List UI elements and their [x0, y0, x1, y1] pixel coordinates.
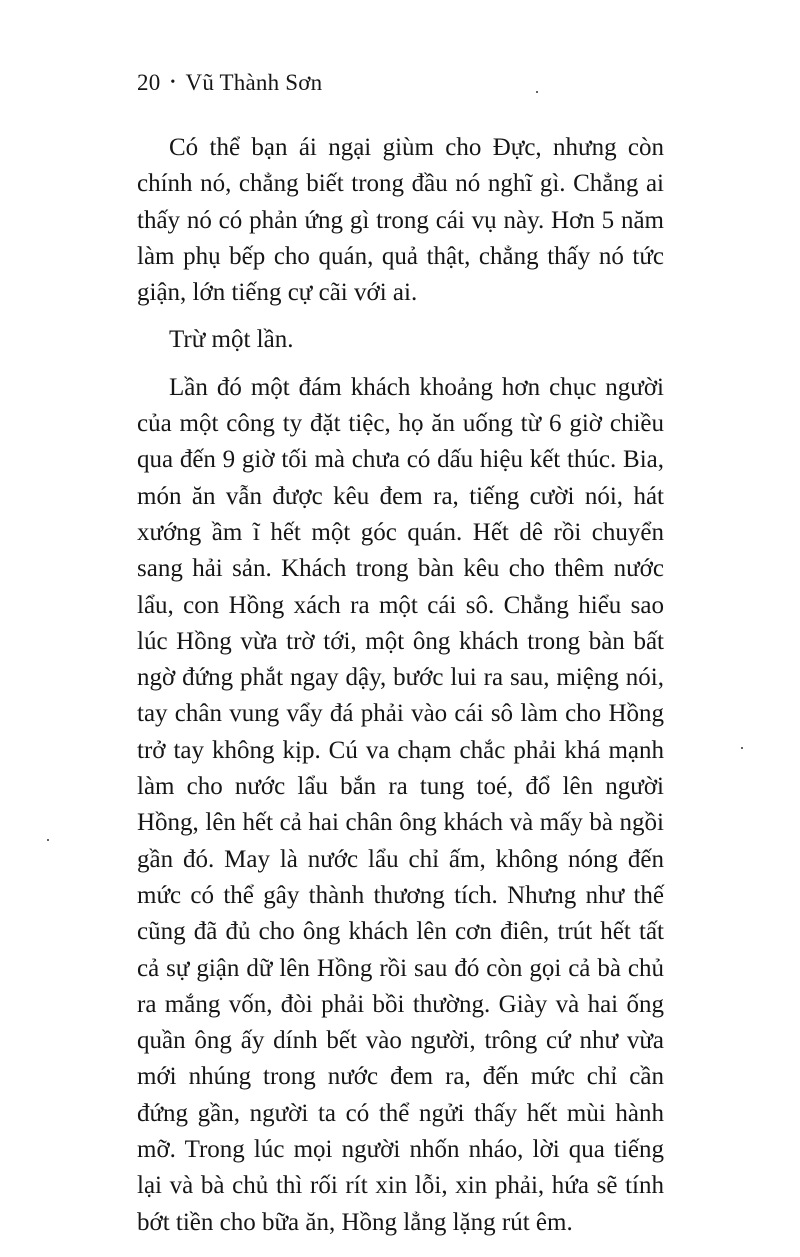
body-text: [137, 130, 664, 1252]
header-separator: •: [170, 75, 176, 90]
paragraph: Trừ một lần.: [169, 326, 294, 354]
print-speck: [741, 747, 743, 749]
print-speck: [536, 91, 538, 93]
running-header: [137, 70, 322, 96]
print-speck: [47, 839, 49, 841]
author-name: Vũ Thành Sơn: [185, 70, 323, 95]
page-number: 20: [137, 70, 161, 95]
paragraph: Lần đó một đám khách khoảng hơn chục người của một công ty đặt tiệc, họ ăn uống từ 6 giờ chiều qua đến 9 giờ tối mà chưa có dấu hiệu kết thúc. Bia, món ăn vẫn được kêu đem ra, tiếng cười nói, hát xướng ầm ĩ hết một góc quán. Hết dê rồi chuyển sang hải sản. Khách trong bàn kêu cho thêm nước lẩu, con Hồng xách ra một cái sô. Chẳng hiểu sao lúc Hồng vừa trờ tới, một ông khách trong bàn bất ngờ đứng phắt ngay dậy, bước lui ra sau, miệng nói, tay chân vung vẩy đá phải vào cái sô làm cho Hồng trở tay không kịp. Cú va chạm chắc phải khá mạnh làm cho nước lẩu bắn ra tung toé, đổ lên người Hồng, lên hết cả hai chân ông khách và mấy bà ngồi gần đó. May là nước lẩu chỉ ấm, không nóng đến mức có thể gây thành thương tích. Nhưng như thế cũng đã đủ cho ông khách lên cơn điên, trút hết tất cả sự giận dữ lên Hồng rồi sau đó còn gọi cả bà chủ ra mắng vốn, đòi phải bồi thường. Giày và hai ống quần ông ấy dính bết vào người, trông cứ như vừa mới nhúng trong nước đem ra, đến mức chỉ cần đứng gần, người ta có thể ngửi thấy hết mùi hành mỡ. Trong lúc mọi người nhốn nháo, lời qua tiếng lại và bà chủ thì rối rít xin lỗi, xin phải, hứa sẽ tính bớt tiền cho bữa ăn, Hồng lẳng lặng rút êm.: [137, 373, 664, 1236]
paragraph: Có thể bạn ái ngại giùm cho Đực, nhưng còn chính nó, chẳng biết trong đầu nó nghĩ gì. Chẳng ai thấy nó có phản ứng gì trong cái vụ này. Hơn 5 năm làm phụ bếp cho quán, quả thật, chẳng thấy nó tức giận, lớn tiếng cự cãi với ai.: [137, 134, 664, 307]
